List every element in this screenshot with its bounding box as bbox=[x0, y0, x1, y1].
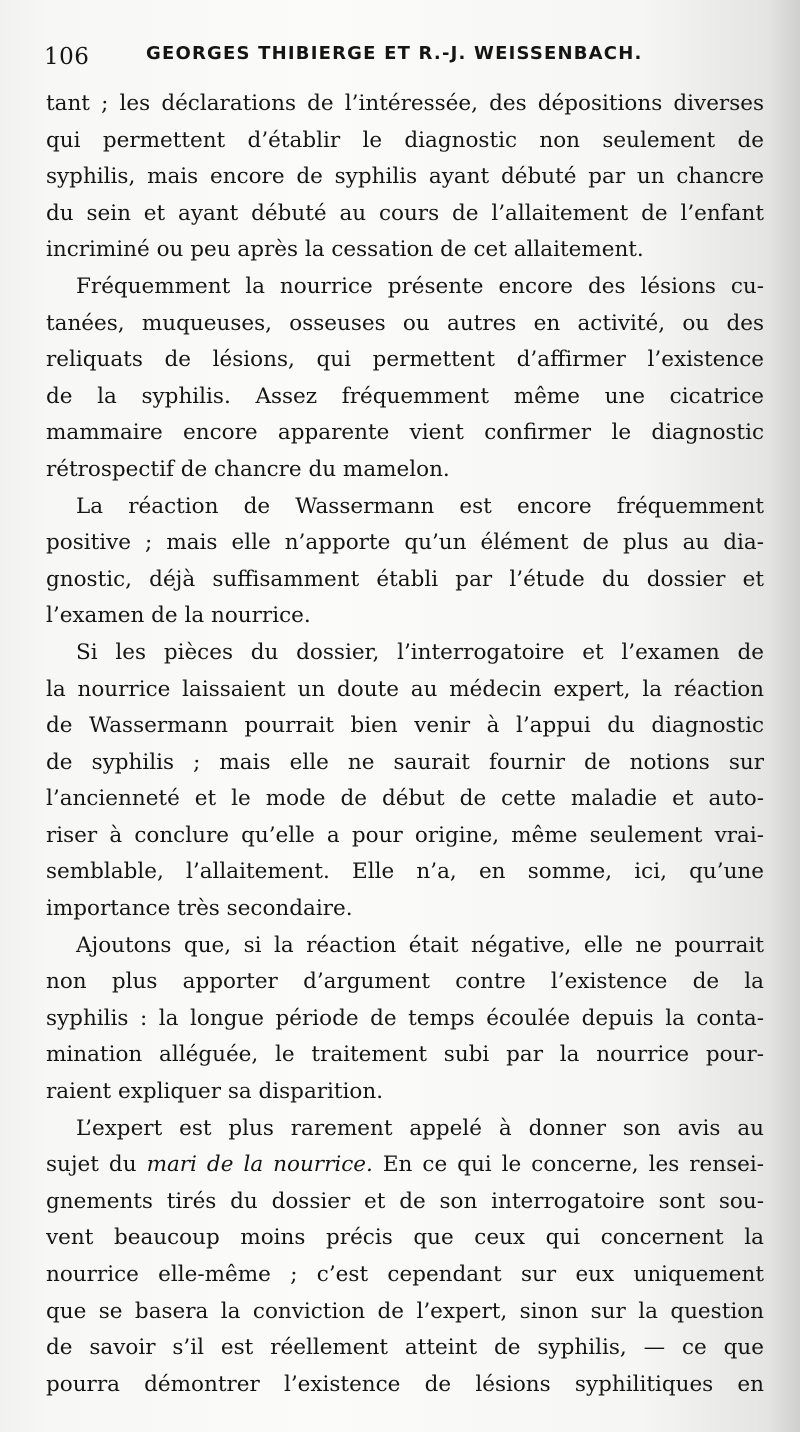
italic-phrase: mari de la nourrice. bbox=[146, 1152, 373, 1178]
text-line: gnements tirés du dossier et de son interrogatoire sont sou- bbox=[46, 1188, 764, 1214]
text-line: Ajoutons que, si la réaction était négative, elle ne pourrait bbox=[76, 932, 764, 958]
text-line: vent beaucoup moins précis que ceux qui concernent la bbox=[46, 1225, 764, 1251]
text-line: gnostic, déjà suffisamment établi par l’étude du dossier et bbox=[46, 566, 764, 592]
text-line: pourra démontrer l’existence de lésions syphilitiques en bbox=[46, 1371, 764, 1397]
text-line: positive ; mais elle n’apporte qu’un élément de plus au dia- bbox=[46, 530, 764, 556]
running-head: GEORGES THIBIERGE ET R.-J. WEISSENBACH. bbox=[146, 43, 643, 64]
text-line: riser à conclure qu’elle a pour origine, même seulement vrai- bbox=[46, 822, 764, 848]
text-line: syphilis : la longue période de temps écoulée depuis la conta- bbox=[46, 1005, 764, 1031]
page-header bbox=[44, 38, 764, 78]
text-line: La réaction de Wassermann est encore fréquemment bbox=[76, 493, 764, 519]
text-span: En ce qui le concerne, les rensei- bbox=[372, 1152, 764, 1178]
text-line: mination alléguée, le traitement subi par la nourrice pour- bbox=[46, 1042, 764, 1068]
text-line: reliquats de lésions, qui permettent d’affirmer l’existence bbox=[46, 347, 764, 373]
text-line: mammaire encore apparente vient confirmer le diagnostic bbox=[46, 420, 764, 446]
text-line: de syphilis ; mais elle ne saurait fournir de notions sur bbox=[46, 749, 764, 775]
text-line: syphilis, mais encore de syphilis ayant débuté par un chancre bbox=[46, 164, 764, 190]
text-line: du sein et ayant débuté au cours de l’allaitement de l’enfant bbox=[46, 200, 764, 226]
text-line: non plus apporter d’argument contre l’existence de la bbox=[46, 969, 764, 995]
text-line: nourrice elle-même ; c’est cependant sur eux uniquement bbox=[46, 1262, 764, 1287]
text-line: importance très secondaire. bbox=[46, 896, 353, 922]
text-line: que se basera la conviction de l’expert, sinon sur la question bbox=[46, 1298, 764, 1324]
text-line: raient expliquer sa disparition. bbox=[46, 1079, 384, 1105]
page-number: 106 bbox=[44, 44, 90, 70]
text-line: la nourrice laissaient un doute au médecin expert, la réaction bbox=[46, 676, 764, 702]
body-text bbox=[46, 86, 764, 1403]
text-line: l’examen de la nourrice. bbox=[46, 603, 311, 629]
text-line bbox=[46, 1111, 764, 1148]
text-line bbox=[46, 1147, 764, 1184]
text-line: Si les pièces du dossier, l’interrogatoire et l’examen de bbox=[76, 639, 764, 665]
text-line: tant ; les déclarations de l’intéressée, des dépositions diverses bbox=[46, 91, 764, 116]
text-line: incriminé ou peu après la cessation de cet allaitement. bbox=[46, 237, 644, 263]
text-line: qui permettent d’établir le diagnostic non seulement de bbox=[46, 127, 764, 153]
text-span: L’expert est plus rarement appelé à donner son avis au bbox=[76, 1115, 764, 1141]
text-line: Fréquemment la nourrice présente encore des lésions cu- bbox=[76, 273, 764, 299]
text-span: sujet du bbox=[46, 1152, 147, 1178]
text-line: rétrospectif de chancre du mamelon. bbox=[46, 456, 450, 482]
text-line: semblable, l’allaitement. Elle n’a, en somme, ici, qu’une bbox=[46, 859, 764, 885]
text-line: de Wassermann pourrait bien venir à l’appui du diagnostic bbox=[46, 713, 764, 739]
text-line: l’ancienneté et le mode de début de cette maladie et auto- bbox=[46, 786, 764, 812]
text-line: tanées, muqueuses, osseuses ou autres en activité, ou des bbox=[46, 310, 764, 336]
text-line: de la syphilis. Assez fréquemment même une cicatrice bbox=[46, 383, 764, 409]
text-line: de savoir s’il est réellement atteint de syphilis, — ce que bbox=[46, 1335, 764, 1361]
